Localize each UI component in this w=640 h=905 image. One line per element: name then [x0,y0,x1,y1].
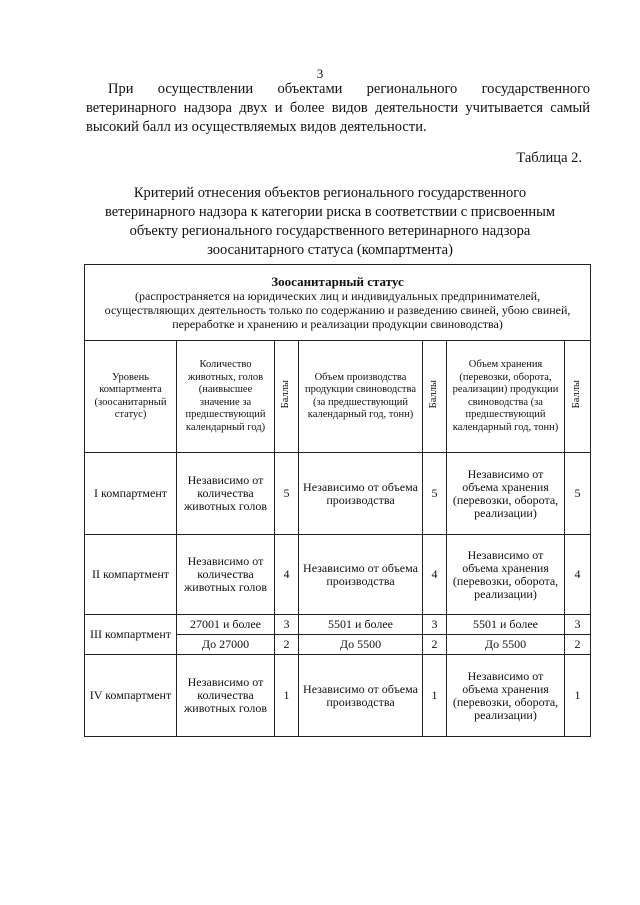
row-storage: Независимо от объема хранения (перевозки, оборота, реализации) [447,535,565,615]
row-storage: 5501 и более [447,615,565,635]
row-score-1: 2 [275,635,299,655]
table-caption [85,265,591,341]
header-score-3: Баллы [571,380,583,409]
header-storage: Объем хранения (перевозки, оборота, реализации) продукции свиноводства (за предшествующий календарный год, тонн) [447,341,565,453]
row-animals: 27001 и более [177,615,275,635]
row-production: Независимо от объема производства [299,655,423,737]
row-storage: До 5500 [447,635,565,655]
table-row [85,535,591,615]
row-level: III компартмент [85,615,177,655]
header-row [85,341,591,453]
header-score-2: Баллы [428,380,440,409]
row-storage: Независимо от объема хранения (перевозки, оборота, реализации) [447,453,565,535]
row-score-1: 1 [275,655,299,737]
row-production: До 5500 [299,635,423,655]
row-score-3: 3 [565,615,591,635]
header-animals: Количество животных, голов (наивысшее значение за предшествующий календарный год) [177,341,275,453]
row-level: I компартмент [85,453,177,535]
row-score-3: 2 [565,635,591,655]
row-score-2: 2 [423,635,447,655]
row-animals: Независимо от количества животных голов [177,453,275,535]
table-row [85,615,591,635]
row-score-1: 4 [275,535,299,615]
row-score-1: 5 [275,453,299,535]
row-level: IV компартмент [85,655,177,737]
table-label: Таблица 2. [516,150,582,166]
header-score-1: Баллы [280,380,292,409]
row-score-3: 1 [565,655,591,737]
table-row [85,655,591,737]
risk-category-table [84,264,591,737]
row-score-2: 5 [423,453,447,535]
row-score-1: 3 [275,615,299,635]
row-level: II компартмент [85,535,177,615]
row-score-2: 3 [423,615,447,635]
row-production: Независимо от объема производства [299,535,423,615]
row-animals: Независимо от количества животных голов [177,655,275,737]
row-score-3: 4 [565,535,591,615]
row-animals: Независимо от количества животных голов [177,535,275,615]
row-score-2: 4 [423,535,447,615]
criteria-title: Критерий отнесения объектов регионального государственного ветеринарного надзора к категории риска в соответствии с присвоенным объекту регионального государственного ветеринарного надзора зоосанитарного статуса (компартмента) [104,185,556,258]
row-storage: Независимо от объема хранения (перевозки, оборота, реализации) [447,655,565,737]
header-level: Уровень компартмента (зоосанитарный статус) [85,341,177,453]
row-production: 5501 и более [299,615,423,635]
header-production: Объем производства продукции свиноводства (за предшествующий календарный год, тонн) [299,341,423,453]
row-animals: До 27000 [177,635,275,655]
intro-paragraph: При осуществлении объектами регионального государственного ветеринарного надзора двух и более видов деятельности учитывается самый высокий балл из осуществляемых видов деятельности. [86,81,590,135]
row-production: Независимо от объема производства [299,453,423,535]
row-score-2: 1 [423,655,447,737]
row-score-3: 5 [565,453,591,535]
table-row [85,453,591,535]
caption-subtitle: (распространяется на юридических лиц и индивидуальных предпринимателей, осуществляющих деятельность только по содержанию и разведению свиней, убою свиней, переработке и хранению и реализации продукции свиноводства) [104,288,571,331]
page-number: 3 [316,66,324,81]
caption-title: Зоосанитарный статус [271,273,404,289]
